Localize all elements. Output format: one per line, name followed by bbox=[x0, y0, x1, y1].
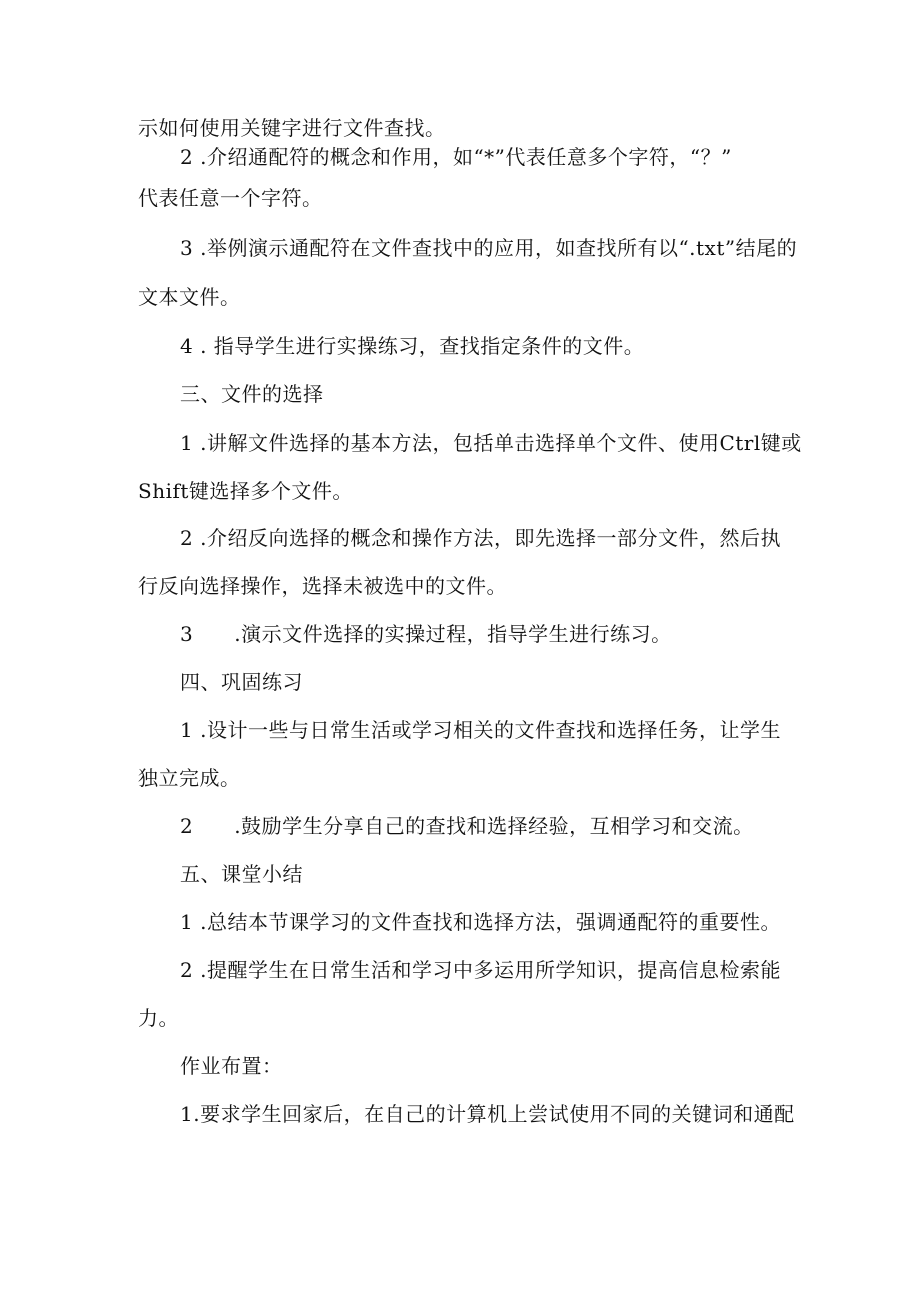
list-item: 2 .提醒学生在日常生活和学习中多运用所学知识，提高信息检索能 bbox=[180, 958, 781, 982]
list-item: 1.要求学生回家后，在自己的计算机上尝试使用不同的关键词和通配 bbox=[180, 1102, 795, 1126]
list-item: 1 .讲解文件选择的基本方法，包括单击选择单个文件、使用Ctrl键或 bbox=[180, 431, 802, 455]
section-heading: 五、课堂小结 bbox=[180, 862, 303, 886]
text-line: 代表任意一个字符。 bbox=[138, 186, 323, 210]
list-item: 4 . 指导学生进行实操练习，查找指定条件的文件。 bbox=[180, 334, 645, 358]
text-line: 文本文件。 bbox=[138, 285, 241, 309]
list-item: 3 .演示文件选择的实操过程，指导学生进行练习。 bbox=[180, 622, 672, 646]
section-heading: 三、文件的选择 bbox=[180, 382, 324, 406]
text-line: 独立完成。 bbox=[138, 766, 241, 790]
section-heading: 作业布置： bbox=[180, 1054, 283, 1078]
text-line: 行反向选择操作，选择未被选中的文件。 bbox=[138, 574, 507, 598]
list-item: 1 .设计一些与日常生活或学习相关的文件查找和选择任务，让学生 bbox=[180, 718, 781, 742]
list-item: 3 .举例演示通配符在文件查找中的应用，如查找所有以“.txt”结尾的 bbox=[180, 236, 798, 260]
list-item: 1 .总结本节课学习的文件查找和选择方法，强调通配符的重要性。 bbox=[180, 910, 781, 934]
text-line: 示如何使用关键字进行文件查找。 bbox=[138, 116, 446, 140]
text-line: Shift键选择多个文件。 bbox=[138, 479, 353, 503]
text-line: 力。 bbox=[138, 1006, 179, 1030]
list-item: 2 .鼓励学生分享自己的查找和选择经验，互相学习和交流。 bbox=[180, 814, 754, 838]
list-item: 2 .介绍反向选择的概念和操作方法，即先选择一部分文件，然后执 bbox=[180, 526, 781, 550]
list-item: 2 .介绍通配符的概念和作用，如“*”代表任意多个字符，“？” bbox=[180, 145, 732, 169]
section-heading: 四、巩固练习 bbox=[180, 670, 303, 694]
